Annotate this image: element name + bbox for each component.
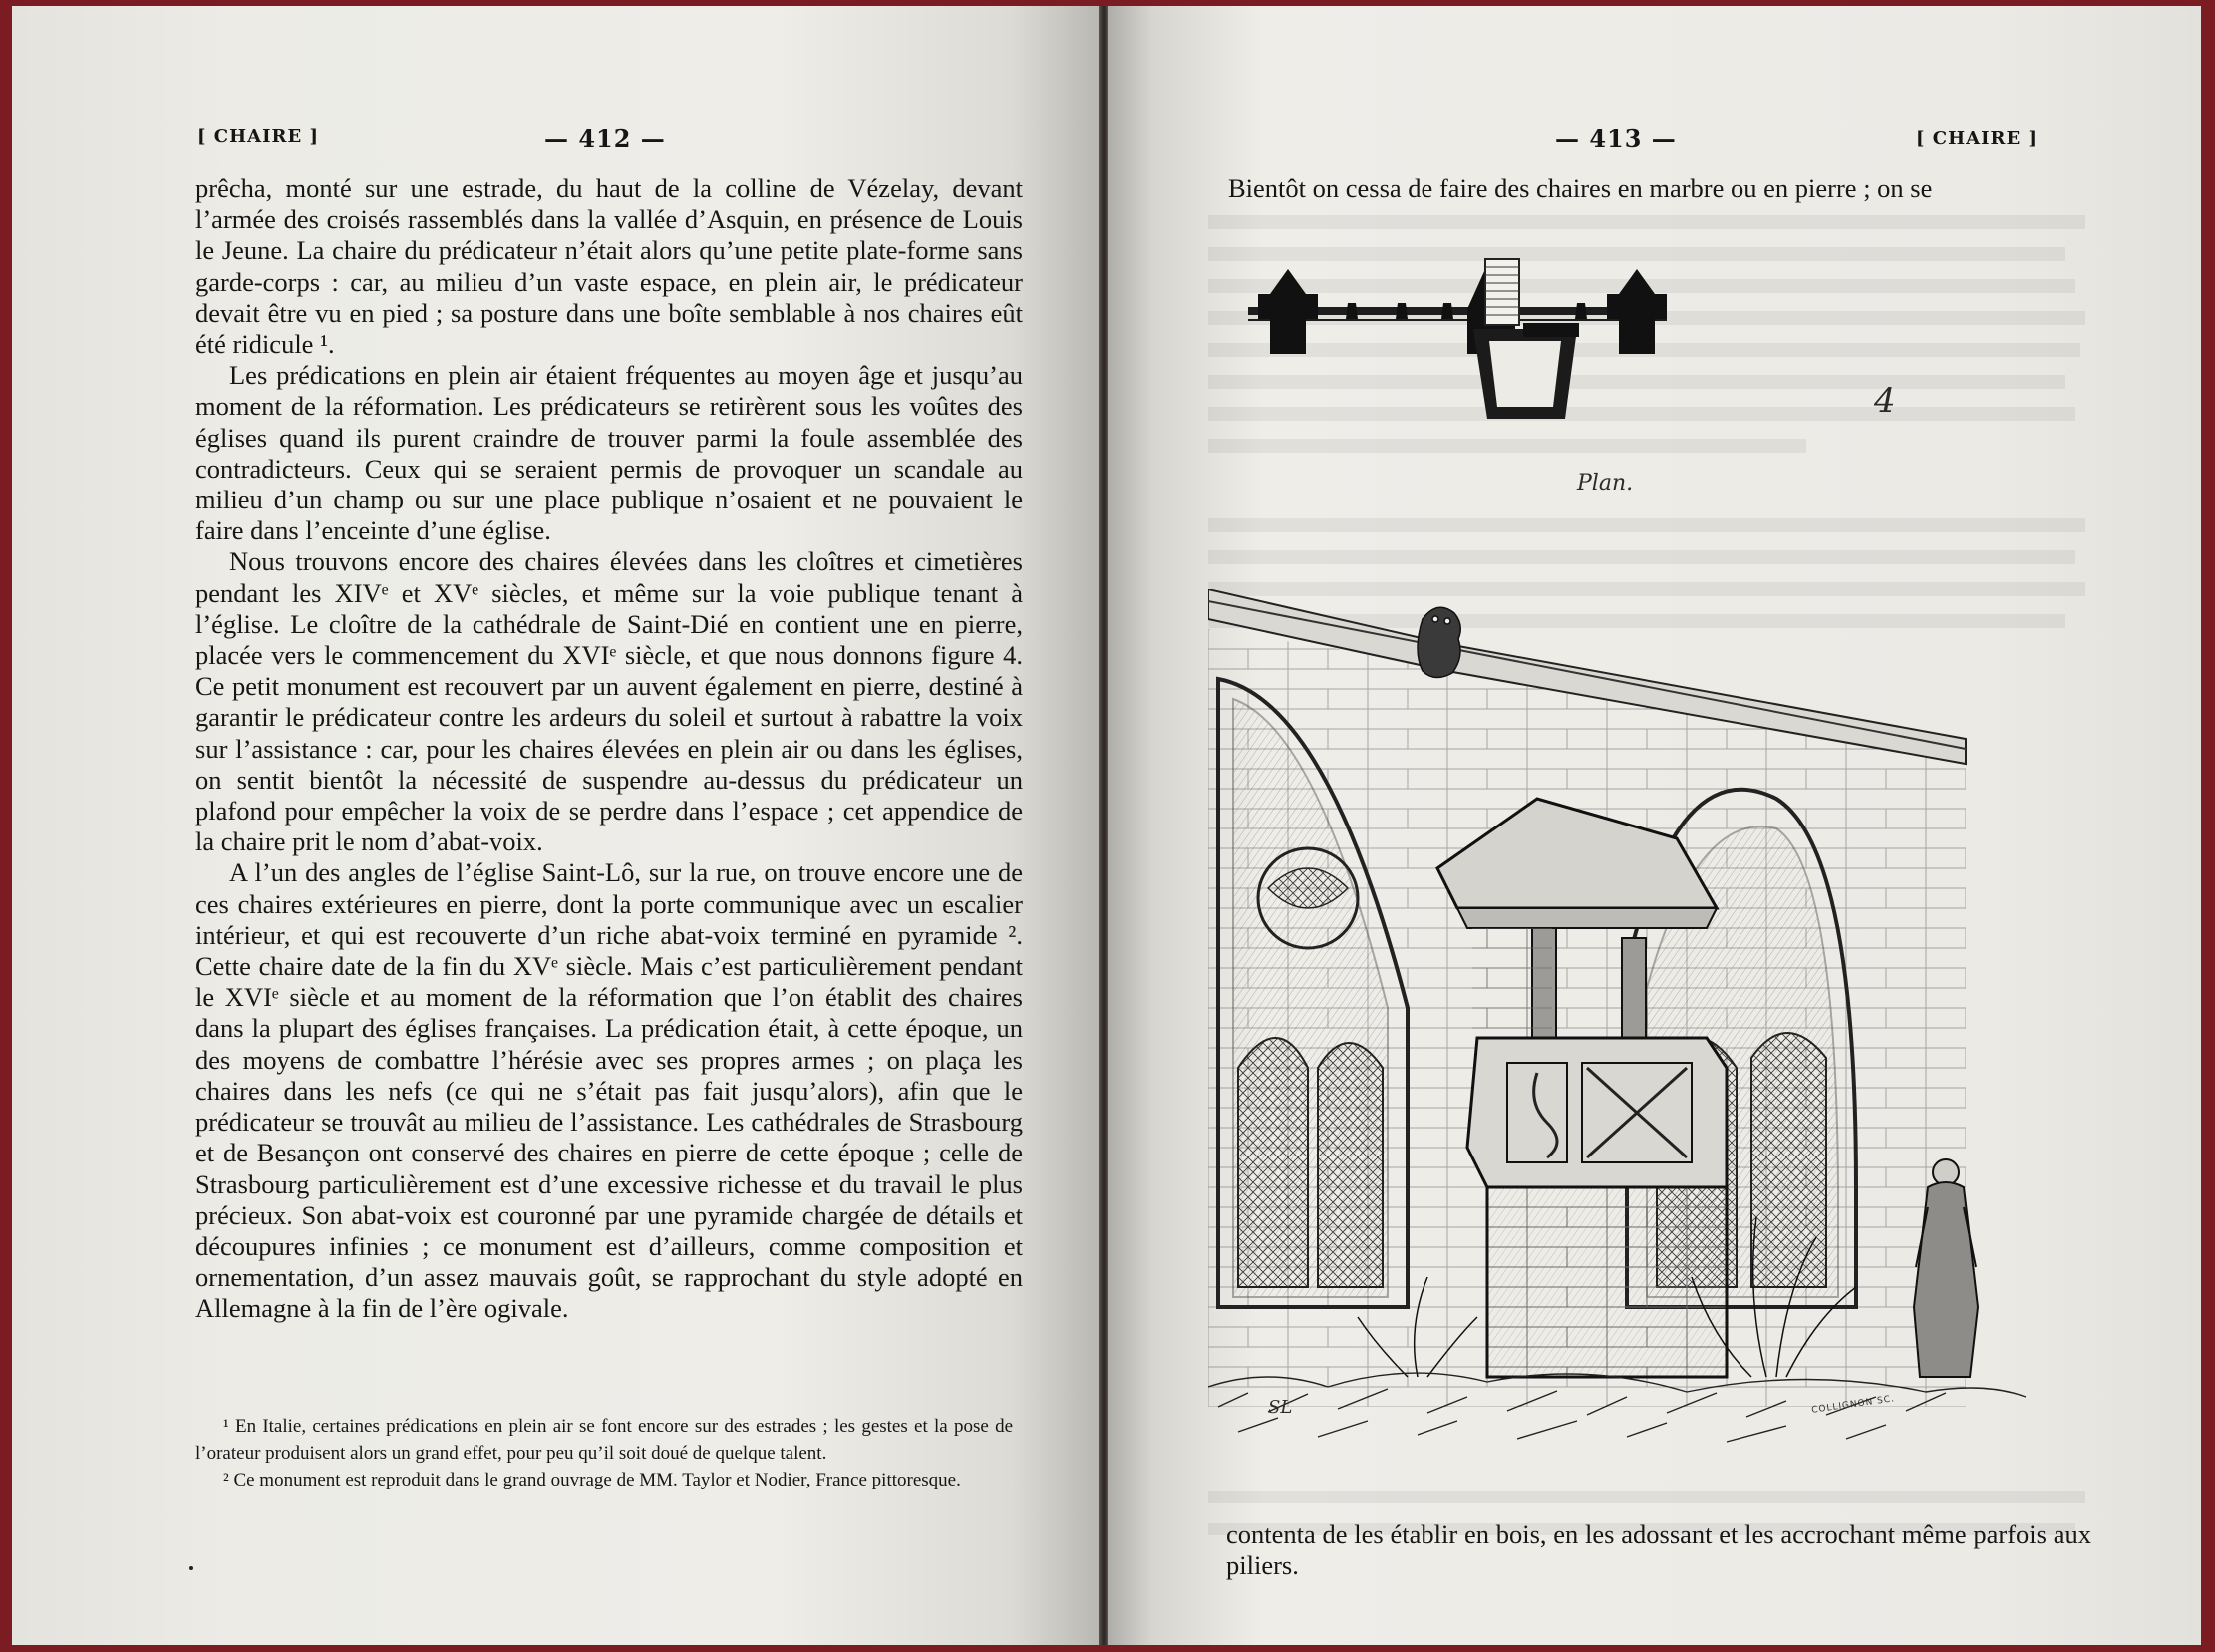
right-page-number: — 413 — [1555, 124, 1677, 153]
plan-drawing [1248, 249, 1746, 439]
left-body-text [195, 173, 1023, 1325]
book-gutter [1099, 6, 1108, 1645]
left-footnotes [195, 1413, 1013, 1493]
figure-number: 4 [1874, 381, 1896, 421]
pulpit-engraving [1208, 589, 2065, 1467]
plan-caption: Plan. [1577, 471, 1634, 496]
bottom-paragraph: contenta de les établir en bois, en les adossant et les accrochant même parfois aux piliers. [1226, 1519, 2091, 1581]
right-bottom-text [1226, 1519, 2091, 1581]
paragraph-3: Nous trouvons encore des chaires élevées dans les cloîtres et cimetières pendant les XIVᵉ et XVᵉ siècles, et même sur la voie publique tenant à l’église. Le cloître de la cathédrale de Saint-Dié en contient une en pierre, placée vers le commencement du XVIᵉ siècle, et que nous donnons figure 4. Ce petit monument est recouvert par un auvent également en pierre, destiné à garantir le prédicateur contre les ardeurs du soleil et surtout à rabattre la voix sur l’assistance : car, pour les chaires élevées en plein air ou dans les églises, on sentit bientôt la nécessité de suspendre au-dessus du prédicateur un plafond pour empêcher la voix de se perdre dans l’espace ; cet appendice de la chaire prit le nom d’abat-voix. [195, 546, 1023, 857]
paragraph-1: prêcha, monté sur une estrade, du haut de la colline de Vézelay, devant l’armée des croisés rassemblés dans la vallée d’Asquin, en présence de Louis le Jeune. La chaire du prédicateur n’était alors qu’une petite plate-forme sans garde-corps : car, au milieu d’un vaste espace, en plein air, le prédicateur devait être vu en pied ; sa posture dans une boîte semblable à nos chaires eût été ridicule ¹. [195, 173, 1023, 360]
right-running-head-section: [ CHAIRE ] [1916, 128, 2038, 149]
book-spread [12, 6, 2201, 1645]
left-page [12, 6, 1099, 1645]
footnote-1: ¹ En Italie, certaines prédications en plein air se font encore sur des estrades ; les gestes et la pose de l’orateur produisent alors un grand effet, pour peu qu’il soit doué de quelque talent. [195, 1416, 1013, 1464]
paragraph-4: A l’un des angles de l’église Saint-Lô, sur la rue, on trouve encore une de ces chaires extérieures en pierre, dont la porte communique avec un escalier intérieur, et qui est recouverte d’un riche abat-voix terminé en pyramide ². Cette chaire date de la fin du XVᵉ siècle. Mais c’est particulièrement pendant le XVIᵉ siècle et au moment de la réformation que l’on établit des chaires dans la plupart des églises françaises. La prédication était, à cette époque, un des moyens de combattre l’hérésie avec ses propres armes ; on plaça les chaires dans les nefs (ce qui ne s’était pas fait jusqu’alors), afin que le prédicateur se trouvât au milieu de l’assistance. Les cathédrales de Strasbourg et de Besançon ont conservé des chaires en pierre de cette époque ; celle de Strasbourg particulièrement est d’une excessive richesse et du travail le plus précieux. Son abat-voix est couronné par une pyramide chargée de détails et découpures infinies ; ce monument est d’ailleurs, comme composition et ornementation, d’un assez mauvais goût, se rapprochant du style adopté en Allemagne à la fin de l’ère ogivale. [195, 857, 1023, 1324]
right-top-text: Bientôt on cessa de faire des chaires en marbre ou en pierre ; on se [1228, 173, 1933, 203]
engraver-signature: COLLIGNON SC. [1810, 1394, 1896, 1416]
left-running-head-section: [ CHAIRE ] [197, 126, 319, 147]
footnote-2: ² Ce monument est reproduit dans le grand ouvrage de MM. Taylor et Nodier, France pittoresque. [223, 1470, 961, 1490]
right-page [1108, 6, 2201, 1645]
left-page-number: — 412 — [544, 124, 666, 153]
ink-speck [189, 1566, 193, 1570]
artist-monogram: SL [1268, 1397, 1293, 1418]
paragraph-2: Les prédications en plein air étaient fréquentes au moyen âge et jusqu’au moment de la réformation. Les prédicateurs se retirèrent sous les voûtes des églises quand ils purent craindre de trouver parmi la foule assemblée des contradicteurs. Ceux qui se seraient permis de provoquer un scandale au milieu d’un champ ou sur une place publique n’osaient et ne pouvaient le faire dans l’enceinte d’une église. [195, 360, 1023, 546]
